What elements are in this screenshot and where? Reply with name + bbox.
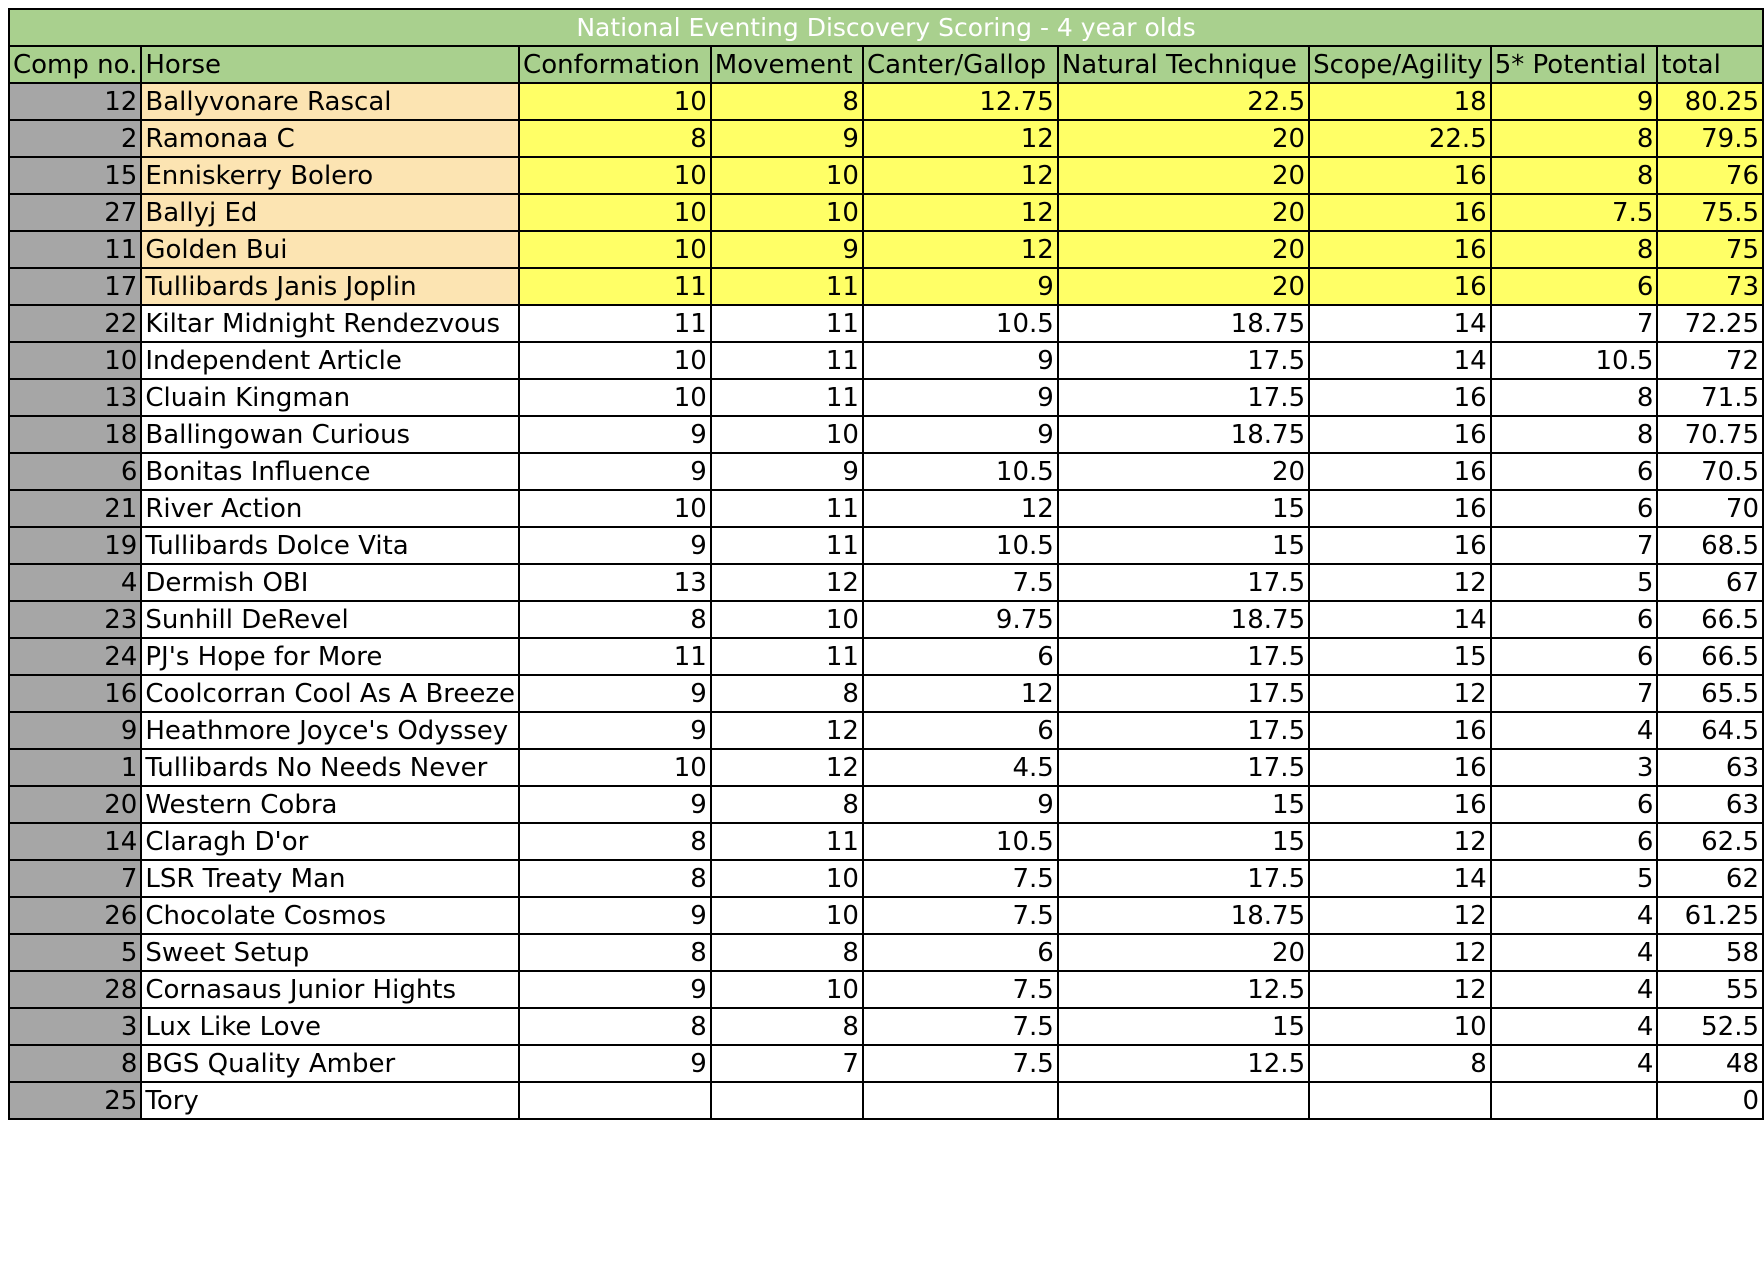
table-row (9, 342, 1763, 379)
cell-total[interactable]: 70.75 (1657, 416, 1763, 453)
cell-conformation[interactable]: 8 (519, 1008, 711, 1045)
cell-5star-potential[interactable]: 6 (1491, 601, 1658, 638)
cell-5star-potential[interactable]: 8 (1491, 379, 1658, 416)
table-row (9, 1082, 1763, 1119)
cell-total[interactable]: 52.5 (1657, 1008, 1763, 1045)
cell-scope-agility[interactable]: 16 (1309, 712, 1491, 749)
cell-conformation[interactable]: 11 (519, 268, 711, 305)
cell-movement[interactable]: 11 (711, 638, 863, 675)
cell-5star-potential[interactable]: 4 (1491, 934, 1658, 971)
table-row (9, 453, 1763, 490)
cell-conformation[interactable]: 11 (519, 305, 711, 342)
cell-canter-gallop[interactable]: 12 (863, 490, 1058, 527)
cell-natural-technique[interactable]: 15 (1058, 1008, 1309, 1045)
cell-scope-agility[interactable]: 12 (1309, 823, 1491, 860)
cell-canter-gallop[interactable]: 10.5 (863, 453, 1058, 490)
header-conformation[interactable]: Conformation (519, 46, 711, 83)
cell-total[interactable]: 48 (1657, 1045, 1763, 1082)
cell-5star-potential[interactable]: 6 (1491, 786, 1658, 823)
cell-canter-gallop[interactable]: 9 (863, 342, 1058, 379)
cell-total[interactable]: 79.5 (1657, 120, 1763, 157)
cell-conformation[interactable]: 10 (519, 194, 711, 231)
cell-comp-no[interactable]: 11 (9, 231, 141, 268)
cell-total[interactable]: 70 (1657, 490, 1763, 527)
table-row (9, 379, 1763, 416)
cell-total[interactable]: 65.5 (1657, 675, 1763, 712)
cell-horse[interactable]: Tullibards Janis Joplin (141, 268, 519, 305)
cell-total[interactable]: 76 (1657, 157, 1763, 194)
cell-scope-agility[interactable]: 12 (1309, 564, 1491, 601)
cell-total[interactable]: 72.25 (1657, 305, 1763, 342)
cell-scope-agility[interactable]: 8 (1309, 1045, 1491, 1082)
table-row (9, 305, 1763, 342)
cell-scope-agility[interactable]: 14 (1309, 305, 1491, 342)
cell-natural-technique[interactable]: 18.75 (1058, 897, 1309, 934)
table-row (9, 749, 1763, 786)
cell-total[interactable]: 63 (1657, 786, 1763, 823)
cell-5star-potential[interactable]: 6 (1491, 823, 1658, 860)
cell-conformation[interactable]: 8 (519, 860, 711, 897)
cell-5star-potential[interactable]: 10.5 (1491, 342, 1658, 379)
cell-conformation[interactable]: 10 (519, 83, 711, 120)
table-row (9, 527, 1763, 564)
table-row (9, 157, 1763, 194)
table-row (9, 416, 1763, 453)
cell-horse[interactable]: Tullibards Dolce Vita (141, 527, 519, 564)
cell-canter-gallop[interactable]: 12 (863, 157, 1058, 194)
cell-total[interactable]: 73 (1657, 268, 1763, 305)
cell-movement[interactable]: 8 (711, 934, 863, 971)
cell-horse[interactable]: Cluain Kingman (141, 379, 519, 416)
cell-5star-potential[interactable]: 8 (1491, 416, 1658, 453)
cell-scope-agility[interactable]: 16 (1309, 786, 1491, 823)
cell-scope-agility[interactable]: 16 (1309, 416, 1491, 453)
cell-comp-no[interactable]: 7 (9, 860, 141, 897)
cell-conformation[interactable]: 10 (519, 157, 711, 194)
cell-conformation[interactable]: 8 (519, 823, 711, 860)
cell-total[interactable]: 63 (1657, 749, 1763, 786)
cell-scope-agility[interactable]: 12 (1309, 934, 1491, 971)
cell-movement[interactable]: 8 (711, 675, 863, 712)
table-row (9, 120, 1763, 157)
cell-movement[interactable]: 10 (711, 601, 863, 638)
cell-scope-agility[interactable]: 18 (1309, 83, 1491, 120)
cell-movement[interactable]: 11 (711, 527, 863, 564)
cell-5star-potential[interactable]: 6 (1491, 268, 1658, 305)
cell-natural-technique[interactable]: 15 (1058, 786, 1309, 823)
cell-5star-potential[interactable]: 8 (1491, 120, 1658, 157)
header-row (9, 46, 1763, 83)
cell-comp-no[interactable]: 28 (9, 971, 141, 1008)
cell-natural-technique[interactable]: 17.5 (1058, 638, 1309, 675)
cell-horse[interactable]: Ballingowan Curious (141, 416, 519, 453)
cell-canter-gallop[interactable]: 7.5 (863, 1008, 1058, 1045)
cell-movement[interactable]: 8 (711, 1008, 863, 1045)
cell-canter-gallop[interactable]: 9.75 (863, 601, 1058, 638)
cell-canter-gallop[interactable]: 9 (863, 416, 1058, 453)
cell-conformation[interactable]: 9 (519, 786, 711, 823)
table-row (9, 83, 1763, 120)
cell-natural-technique[interactable]: 20 (1058, 231, 1309, 268)
cell-natural-technique[interactable]: 12.5 (1058, 1045, 1309, 1082)
cell-movement[interactable] (711, 1082, 863, 1119)
cell-movement[interactable]: 8 (711, 83, 863, 120)
cell-comp-no[interactable]: 6 (9, 453, 141, 490)
cell-total[interactable]: 67 (1657, 564, 1763, 601)
cell-comp-no[interactable]: 8 (9, 1045, 141, 1082)
cell-canter-gallop[interactable]: 7.5 (863, 860, 1058, 897)
cell-movement[interactable]: 12 (711, 749, 863, 786)
table-row (9, 601, 1763, 638)
cell-5star-potential[interactable]: 6 (1491, 490, 1658, 527)
cell-natural-technique[interactable]: 20 (1058, 194, 1309, 231)
cell-total[interactable]: 66.5 (1657, 638, 1763, 675)
cell-movement[interactable]: 9 (711, 120, 863, 157)
cell-natural-technique[interactable]: 17.5 (1058, 749, 1309, 786)
cell-conformation[interactable]: 9 (519, 712, 711, 749)
cell-natural-technique[interactable]: 20 (1058, 157, 1309, 194)
cell-canter-gallop[interactable]: 12 (863, 120, 1058, 157)
cell-total[interactable]: 62 (1657, 860, 1763, 897)
table-row (9, 194, 1763, 231)
cell-natural-technique[interactable]: 15 (1058, 527, 1309, 564)
cell-natural-technique[interactable]: 18.75 (1058, 601, 1309, 638)
cell-scope-agility[interactable]: 12 (1309, 675, 1491, 712)
cell-horse[interactable]: Western Cobra (141, 786, 519, 823)
cell-natural-technique[interactable]: 17.5 (1058, 675, 1309, 712)
cell-natural-technique[interactable]: 18.75 (1058, 305, 1309, 342)
cell-natural-technique[interactable]: 15 (1058, 490, 1309, 527)
cell-comp-no[interactable]: 22 (9, 305, 141, 342)
cell-movement[interactable]: 7 (711, 1045, 863, 1082)
cell-comp-no[interactable]: 5 (9, 934, 141, 971)
cell-canter-gallop[interactable]: 4.5 (863, 749, 1058, 786)
cell-5star-potential[interactable]: 6 (1491, 638, 1658, 675)
cell-scope-agility[interactable]: 14 (1309, 601, 1491, 638)
header-scope-agility[interactable]: Scope/Agility (1309, 46, 1491, 83)
cell-total[interactable]: 61.25 (1657, 897, 1763, 934)
cell-scope-agility[interactable]: 12 (1309, 897, 1491, 934)
table-row (9, 1008, 1763, 1045)
cell-5star-potential[interactable] (1491, 1082, 1658, 1119)
table-row (9, 860, 1763, 897)
cell-comp-no[interactable]: 26 (9, 897, 141, 934)
cell-scope-agility[interactable]: 10 (1309, 1008, 1491, 1045)
cell-natural-technique[interactable]: 22.5 (1058, 83, 1309, 120)
cell-5star-potential[interactable]: 7.5 (1491, 194, 1658, 231)
cell-comp-no[interactable]: 1 (9, 749, 141, 786)
cell-conformation[interactable]: 10 (519, 342, 711, 379)
cell-total[interactable]: 0 (1657, 1082, 1763, 1119)
table-row (9, 786, 1763, 823)
cell-scope-agility[interactable]: 14 (1309, 860, 1491, 897)
cell-comp-no[interactable]: 2 (9, 120, 141, 157)
cell-natural-technique[interactable]: 18.75 (1058, 416, 1309, 453)
cell-movement[interactable]: 11 (711, 490, 863, 527)
header-horse[interactable]: Horse (141, 46, 519, 83)
cell-5star-potential[interactable]: 4 (1491, 1045, 1658, 1082)
table-row (9, 934, 1763, 971)
cell-movement[interactable]: 10 (711, 157, 863, 194)
cell-comp-no[interactable]: 10 (9, 342, 141, 379)
cell-comp-no[interactable]: 15 (9, 157, 141, 194)
cell-total[interactable]: 58 (1657, 934, 1763, 971)
cell-horse[interactable]: PJ's Hope for More (141, 638, 519, 675)
header-total[interactable]: total (1657, 46, 1763, 83)
cell-canter-gallop[interactable]: 6 (863, 712, 1058, 749)
cell-movement[interactable]: 10 (711, 194, 863, 231)
cell-horse[interactable]: Chocolate Cosmos (141, 897, 519, 934)
cell-comp-no[interactable]: 14 (9, 823, 141, 860)
cell-scope-agility[interactable]: 16 (1309, 268, 1491, 305)
cell-scope-agility[interactable]: 16 (1309, 157, 1491, 194)
cell-conformation[interactable]: 13 (519, 564, 711, 601)
cell-comp-no[interactable]: 4 (9, 564, 141, 601)
cell-canter-gallop[interactable]: 9 (863, 379, 1058, 416)
cell-5star-potential[interactable]: 8 (1491, 231, 1658, 268)
table-row (9, 490, 1763, 527)
cell-horse[interactable]: LSR Treaty Man (141, 860, 519, 897)
cell-comp-no[interactable]: 3 (9, 1008, 141, 1045)
cell-scope-agility[interactable] (1309, 1082, 1491, 1119)
header-canter-gallop[interactable]: Canter/Gallop (863, 46, 1058, 83)
table-row (9, 971, 1763, 1008)
cell-5star-potential[interactable]: 5 (1491, 860, 1658, 897)
cell-comp-no[interactable]: 20 (9, 786, 141, 823)
cell-movement[interactable]: 11 (711, 342, 863, 379)
cell-comp-no[interactable]: 17 (9, 268, 141, 305)
cell-conformation[interactable]: 10 (519, 231, 711, 268)
table-row (9, 564, 1763, 601)
cell-scope-agility[interactable]: 15 (1309, 638, 1491, 675)
cell-total[interactable]: 80.25 (1657, 83, 1763, 120)
cell-horse[interactable]: Cornasaus Junior Hights (141, 971, 519, 1008)
table-row (9, 823, 1763, 860)
cell-conformation[interactable]: 9 (519, 897, 711, 934)
table-row (9, 897, 1763, 934)
cell-5star-potential[interactable]: 7 (1491, 527, 1658, 564)
cell-movement[interactable]: 11 (711, 379, 863, 416)
cell-scope-agility[interactable]: 16 (1309, 527, 1491, 564)
cell-movement[interactable]: 11 (711, 823, 863, 860)
cell-horse[interactable]: Kiltar Midnight Rendezvous (141, 305, 519, 342)
cell-horse[interactable]: Lux Like Love (141, 1008, 519, 1045)
scoring-table (8, 8, 1764, 1120)
cell-conformation[interactable]: 10 (519, 379, 711, 416)
cell-movement[interactable]: 10 (711, 971, 863, 1008)
cell-horse[interactable]: Sweet Setup (141, 934, 519, 971)
cell-natural-technique[interactable]: 12.5 (1058, 971, 1309, 1008)
cell-5star-potential[interactable]: 8 (1491, 157, 1658, 194)
cell-horse[interactable]: BGS Quality Amber (141, 1045, 519, 1082)
cell-canter-gallop[interactable]: 6 (863, 638, 1058, 675)
cell-canter-gallop[interactable]: 9 (863, 786, 1058, 823)
cell-canter-gallop[interactable]: 10.5 (863, 305, 1058, 342)
header-natural-technique[interactable]: Natural Technique (1058, 46, 1309, 83)
cell-canter-gallop[interactable]: 12.75 (863, 83, 1058, 120)
cell-5star-potential[interactable]: 3 (1491, 749, 1658, 786)
cell-horse[interactable]: Ramonaa C (141, 120, 519, 157)
cell-comp-no[interactable]: 16 (9, 675, 141, 712)
cell-comp-no[interactable]: 9 (9, 712, 141, 749)
cell-scope-agility[interactable]: 16 (1309, 194, 1491, 231)
cell-movement[interactable]: 8 (711, 786, 863, 823)
cell-5star-potential[interactable]: 7 (1491, 675, 1658, 712)
cell-total[interactable]: 72 (1657, 342, 1763, 379)
table-row (9, 712, 1763, 749)
cell-scope-agility[interactable]: 16 (1309, 490, 1491, 527)
cell-conformation[interactable]: 9 (519, 453, 711, 490)
cell-total[interactable]: 66.5 (1657, 601, 1763, 638)
cell-scope-agility[interactable]: 22.5 (1309, 120, 1491, 157)
cell-horse[interactable]: Sunhill DeRevel (141, 601, 519, 638)
cell-horse[interactable]: Tullibards No Needs Never (141, 749, 519, 786)
cell-horse[interactable]: River Action (141, 490, 519, 527)
cell-movement[interactable]: 9 (711, 231, 863, 268)
cell-comp-no[interactable]: 13 (9, 379, 141, 416)
header-comp-no[interactable]: Comp no. (9, 46, 141, 83)
cell-movement[interactable]: 10 (711, 860, 863, 897)
cell-total[interactable]: 64.5 (1657, 712, 1763, 749)
cell-movement[interactable]: 12 (711, 564, 863, 601)
cell-total[interactable]: 62.5 (1657, 823, 1763, 860)
cell-5star-potential[interactable]: 9 (1491, 83, 1658, 120)
cell-conformation[interactable]: 9 (519, 416, 711, 453)
cell-5star-potential[interactable]: 5 (1491, 564, 1658, 601)
table-row (9, 231, 1763, 268)
cell-scope-agility[interactable]: 14 (1309, 342, 1491, 379)
header-5star-potential[interactable]: 5* Potential (1491, 46, 1658, 83)
cell-5star-potential[interactable]: 7 (1491, 305, 1658, 342)
cell-comp-no[interactable]: 27 (9, 194, 141, 231)
cell-conformation[interactable]: 11 (519, 638, 711, 675)
cell-total[interactable]: 75 (1657, 231, 1763, 268)
cell-comp-no[interactable]: 19 (9, 527, 141, 564)
cell-canter-gallop[interactable]: 12 (863, 231, 1058, 268)
cell-comp-no[interactable]: 21 (9, 490, 141, 527)
cell-movement[interactable]: 10 (711, 416, 863, 453)
cell-conformation[interactable]: 9 (519, 527, 711, 564)
cell-scope-agility[interactable]: 16 (1309, 231, 1491, 268)
cell-comp-no[interactable]: 18 (9, 416, 141, 453)
cell-movement[interactable]: 10 (711, 897, 863, 934)
table-row (9, 675, 1763, 712)
cell-natural-technique[interactable]: 20 (1058, 268, 1309, 305)
cell-horse[interactable]: Enniskerry Bolero (141, 157, 519, 194)
cell-horse[interactable]: Dermish OBI (141, 564, 519, 601)
cell-scope-agility[interactable]: 16 (1309, 453, 1491, 490)
cell-natural-technique[interactable]: 17.5 (1058, 379, 1309, 416)
cell-comp-no[interactable]: 12 (9, 83, 141, 120)
cell-conformation[interactable]: 10 (519, 490, 711, 527)
cell-conformation[interactable]: 8 (519, 934, 711, 971)
cell-5star-potential[interactable]: 4 (1491, 712, 1658, 749)
cell-conformation[interactable]: 9 (519, 675, 711, 712)
cell-total[interactable]: 70.5 (1657, 453, 1763, 490)
cell-comp-no[interactable]: 23 (9, 601, 141, 638)
cell-horse[interactable]: Coolcorran Cool As A Breeze (141, 675, 519, 712)
cell-canter-gallop[interactable]: 7.5 (863, 1045, 1058, 1082)
cell-comp-no[interactable]: 25 (9, 1082, 141, 1119)
cell-comp-no[interactable]: 24 (9, 638, 141, 675)
cell-horse[interactable]: Ballyj Ed (141, 194, 519, 231)
cell-horse[interactable]: Tory (141, 1082, 519, 1119)
table-row (9, 1045, 1763, 1082)
cell-movement[interactable]: 11 (711, 305, 863, 342)
table-row (9, 638, 1763, 675)
cell-movement[interactable]: 9 (711, 453, 863, 490)
cell-canter-gallop[interactable]: 10.5 (863, 823, 1058, 860)
cell-canter-gallop[interactable]: 9 (863, 268, 1058, 305)
cell-scope-agility[interactable]: 12 (1309, 971, 1491, 1008)
cell-scope-agility[interactable]: 16 (1309, 749, 1491, 786)
cell-total[interactable]: 75.5 (1657, 194, 1763, 231)
cell-horse[interactable]: Ballyvonare Rascal (141, 83, 519, 120)
cell-conformation[interactable]: 8 (519, 120, 711, 157)
cell-canter-gallop[interactable]: 7.5 (863, 971, 1058, 1008)
cell-natural-technique[interactable]: 20 (1058, 934, 1309, 971)
cell-conformation[interactable]: 10 (519, 749, 711, 786)
cell-canter-gallop[interactable]: 10.5 (863, 527, 1058, 564)
cell-horse[interactable]: Bonitas Influence (141, 453, 519, 490)
cell-movement[interactable]: 12 (711, 712, 863, 749)
cell-scope-agility[interactable]: 16 (1309, 379, 1491, 416)
cell-total[interactable]: 68.5 (1657, 527, 1763, 564)
cell-total[interactable]: 55 (1657, 971, 1763, 1008)
cell-canter-gallop[interactable]: 12 (863, 194, 1058, 231)
cell-natural-technique[interactable]: 17.5 (1058, 860, 1309, 897)
cell-canter-gallop[interactable]: 7.5 (863, 897, 1058, 934)
cell-natural-technique[interactable]: 17.5 (1058, 712, 1309, 749)
cell-movement[interactable]: 11 (711, 268, 863, 305)
cell-natural-technique[interactable]: 20 (1058, 453, 1309, 490)
cell-horse[interactable]: Golden Bui (141, 231, 519, 268)
cell-canter-gallop[interactable]: 6 (863, 934, 1058, 971)
sheet-title[interactable]: National Eventing Discovery Scoring - 4 year olds (9, 9, 1763, 46)
cell-natural-technique[interactable]: 15 (1058, 823, 1309, 860)
cell-canter-gallop[interactable]: 7.5 (863, 564, 1058, 601)
cell-conformation[interactable] (519, 1082, 711, 1119)
title-row (9, 9, 1763, 46)
cell-canter-gallop[interactable] (863, 1082, 1058, 1119)
cell-conformation[interactable]: 9 (519, 1045, 711, 1082)
cell-total[interactable]: 71.5 (1657, 379, 1763, 416)
cell-natural-technique[interactable]: 20 (1058, 120, 1309, 157)
table-row (9, 268, 1763, 305)
cell-canter-gallop[interactable]: 12 (863, 675, 1058, 712)
cell-5star-potential[interactable]: 4 (1491, 897, 1658, 934)
cell-horse[interactable]: Claragh D'or (141, 823, 519, 860)
cell-conformation[interactable]: 8 (519, 601, 711, 638)
header-movement[interactable]: Movement (711, 46, 863, 83)
cell-horse[interactable]: Independent Article (141, 342, 519, 379)
cell-natural-technique[interactable] (1058, 1082, 1309, 1119)
cell-5star-potential[interactable]: 6 (1491, 453, 1658, 490)
cell-natural-technique[interactable]: 17.5 (1058, 342, 1309, 379)
cell-horse[interactable]: Heathmore Joyce's Odyssey (141, 712, 519, 749)
cell-conformation[interactable]: 9 (519, 971, 711, 1008)
cell-5star-potential[interactable]: 4 (1491, 971, 1658, 1008)
cell-natural-technique[interactable]: 17.5 (1058, 564, 1309, 601)
cell-5star-potential[interactable]: 4 (1491, 1008, 1658, 1045)
